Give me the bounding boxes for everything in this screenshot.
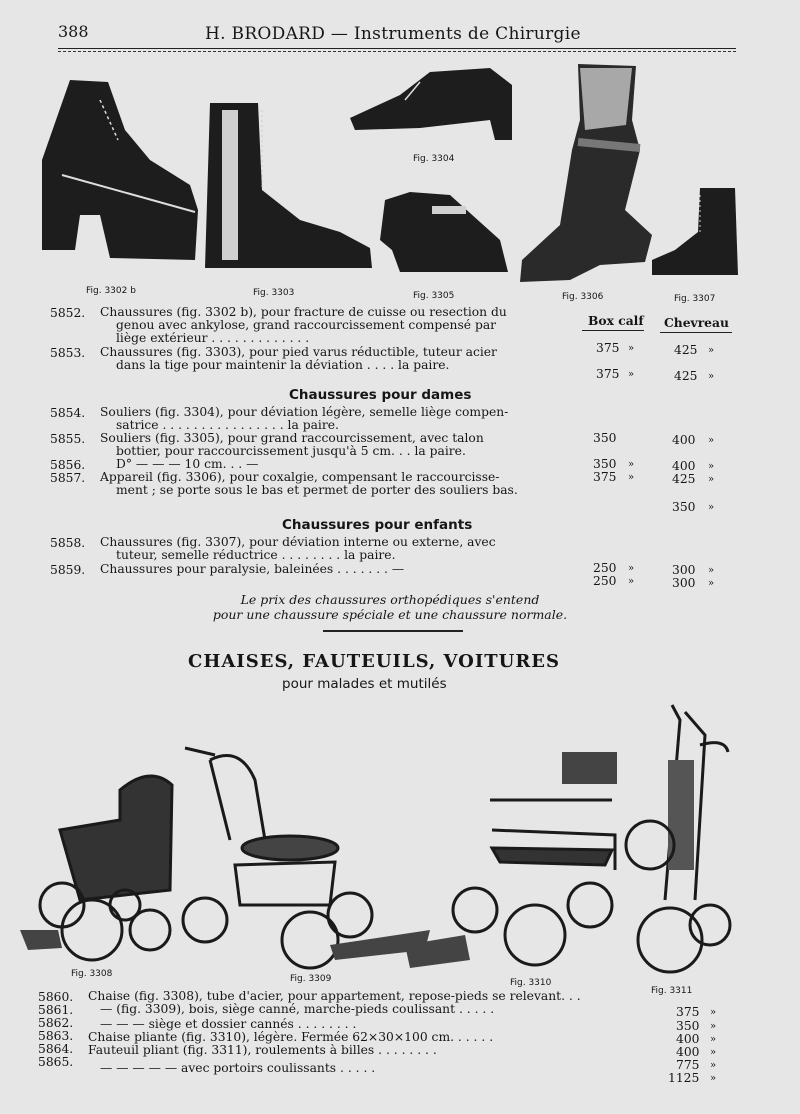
fig-3305-caption: Fig. 3305 xyxy=(413,291,455,301)
page-number: 388 xyxy=(58,22,89,41)
item-description-line: ment ; se porte sous le bas et permet de porter des souliers bas. xyxy=(116,483,518,497)
item-number: 5865. xyxy=(38,1055,74,1069)
item-number: 5858. xyxy=(50,536,86,550)
price-box-calf: 350 xyxy=(593,431,617,445)
column-header-box-calf: Box calf xyxy=(588,313,644,328)
price-chevreau: 425 xyxy=(672,472,696,486)
item-description-line: bottier, pour raccourcissement jusqu'à 5 cm. . . la paire. xyxy=(116,444,466,458)
price-chevreau: 400 xyxy=(672,433,696,447)
item-number: 5860. xyxy=(38,990,74,1004)
item-number: 5861. xyxy=(38,1003,74,1017)
item-description-line: Appareil (fig. 3306), pour coxalgie, compensant le raccourcisse- xyxy=(100,470,500,484)
item-number: 5853. xyxy=(50,346,86,360)
item-description-line: — — — — — avec portoirs coulissants . . . . . xyxy=(100,1061,376,1075)
price-chevreau: 350 xyxy=(672,500,696,514)
item-description-line: Chaussures (fig. 3307), pour déviation interne ou externe, avec xyxy=(100,535,496,549)
item-description-line: Souliers (fig. 3305), pour grand raccourcissement, avec talon xyxy=(100,431,484,445)
fig-3302b-caption: Fig. 3302 b xyxy=(86,286,136,296)
chair-3309-illustration xyxy=(183,748,430,968)
currency-mark: » xyxy=(628,576,635,587)
price-chevreau: 300 xyxy=(672,576,696,590)
pricing-note-line: pour une chaussure spéciale et une chaussure normale. xyxy=(212,607,568,622)
item-description-line: Chaussures (fig. 3303), pour pied varus réductible, tuteur acier xyxy=(100,345,497,359)
currency-mark: » xyxy=(628,459,635,470)
price-chevreau: 300 xyxy=(672,563,696,577)
price-chevreau: 425 xyxy=(674,343,698,357)
chairs-section-subtitle: pour malades et mutilés xyxy=(282,676,447,692)
item-description-line: liège extérieur . . . . . . . . . . . . . xyxy=(116,331,310,345)
item-number: 5854. xyxy=(50,406,86,420)
price: 1125 xyxy=(668,1071,700,1085)
item-description-line: genou avec ankylose, grand raccourcissement compensé par xyxy=(116,318,497,332)
currency-mark: » xyxy=(708,371,715,382)
price-box-calf: 375 xyxy=(596,341,620,355)
section-heading-enfants: Chaussures pour enfants xyxy=(282,517,473,533)
page-header-title: H. BRODARD — Instruments de Chirurgie xyxy=(205,24,581,44)
currency-mark: » xyxy=(710,1073,717,1084)
item-description-line: Souliers (fig. 3304), pour déviation légère, semelle liège compen- xyxy=(100,405,509,419)
fig-3306-caption: Fig. 3306 xyxy=(562,292,604,302)
item-description-line: D° — — — 10 cm. . . — xyxy=(116,457,259,471)
fig-3308-caption: Fig. 3308 xyxy=(71,969,113,979)
price: 400 xyxy=(676,1032,700,1046)
item-number: 5859. xyxy=(50,563,86,577)
currency-mark: » xyxy=(708,435,715,446)
item-description-line: — (fig. 3309), bois, siège canné, marche-pieds coulissant . . . . . xyxy=(100,1002,495,1016)
column-header-chevreau: Chevreau xyxy=(664,315,729,330)
item-description-line: Chaussures (fig. 3302 b), pour fracture de cuisse ou resection du xyxy=(100,305,507,319)
currency-mark: » xyxy=(708,345,715,356)
item-description-line: — — — siège et dossier cannés . . . . . . . . xyxy=(100,1017,357,1031)
currency-mark: » xyxy=(628,369,635,380)
currency-mark: » xyxy=(708,474,715,485)
chairs-section-title: CHAISES, FAUTEUILS, VOITURES xyxy=(188,651,561,672)
fig-3303-caption: Fig. 3303 xyxy=(253,288,295,298)
currency-mark: » xyxy=(708,578,715,589)
currency-mark: » xyxy=(710,1047,717,1058)
price: 375 xyxy=(676,1005,700,1019)
price: 400 xyxy=(676,1045,700,1059)
item-number: 5857. xyxy=(50,471,86,485)
price-chevreau: 425 xyxy=(674,369,698,383)
fig-3309-caption: Fig. 3309 xyxy=(290,974,332,984)
item-number: 5863. xyxy=(38,1029,74,1043)
fig-3307-caption: Fig. 3307 xyxy=(674,294,716,304)
section-heading-dames: Chaussures pour dames xyxy=(289,387,472,403)
price-box-calf: 250 xyxy=(593,574,617,588)
price-box-calf: 375 xyxy=(593,470,617,484)
currency-mark: » xyxy=(708,565,715,576)
chair-3308-illustration xyxy=(20,776,172,960)
price: 775 xyxy=(676,1058,700,1072)
currency-mark: » xyxy=(628,343,635,354)
chair-3310-illustration xyxy=(405,752,617,968)
chair-3311-illustration xyxy=(626,705,730,972)
price-box-calf: 350 xyxy=(593,457,617,471)
item-description-line: Chaise (fig. 3308), tube d'acier, pour appartement, repose-pieds se relevant. . . xyxy=(88,989,581,1003)
price-chevreau: 400 xyxy=(672,459,696,473)
currency-mark: » xyxy=(710,1021,717,1032)
item-number: 5856. xyxy=(50,458,86,472)
currency-mark: » xyxy=(628,563,635,574)
item-number: 5852. xyxy=(50,306,86,320)
item-number: 5864. xyxy=(38,1042,74,1056)
item-number: 5855. xyxy=(50,432,86,446)
item-description-line: Chaussures pour paralysie, baleinées . . . . . . . — xyxy=(100,562,405,576)
item-description-line: tuteur, semelle réductrice . . . . . . . . la paire. xyxy=(116,548,396,562)
item-description-line: dans la tige pour maintenir la déviation . . . . la paire. xyxy=(116,358,450,372)
price-box-calf: 250 xyxy=(593,561,617,575)
currency-mark: » xyxy=(708,502,715,513)
item-description-line: Chaise pliante (fig. 3310), légère. Fermée 62×30×100 cm. . . . . . xyxy=(88,1030,494,1044)
currency-mark: » xyxy=(628,472,635,483)
fig-3304-caption: Fig. 3304 xyxy=(413,154,455,164)
price-box-calf: 375 xyxy=(596,367,620,381)
currency-mark: » xyxy=(710,1007,717,1018)
price: 350 xyxy=(676,1019,700,1033)
fig-3311-caption: Fig. 3311 xyxy=(651,986,693,996)
currency-mark: » xyxy=(708,461,715,472)
currency-mark: » xyxy=(710,1060,717,1071)
pricing-note-line: Le prix des chaussures orthopédiques s'entend xyxy=(240,592,540,607)
item-description-line: Fauteuil pliant (fig. 3311), roulements à billes . . . . . . . . xyxy=(88,1043,437,1057)
fig-3310-caption: Fig. 3310 xyxy=(510,978,552,988)
item-description-line: satrice . . . . . . . . . . . . . . . . la paire. xyxy=(116,418,339,432)
currency-mark: » xyxy=(710,1034,717,1045)
item-number: 5862. xyxy=(38,1016,74,1030)
